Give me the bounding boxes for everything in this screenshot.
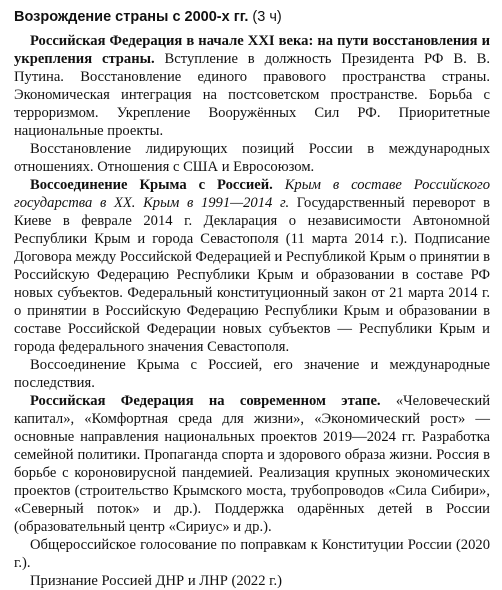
paragraph-dnr-lnr: [14, 572, 490, 590]
paragraph-leadership: [14, 140, 490, 176]
section-heading: [14, 8, 490, 26]
paragraph-bold-lead: Воссоединение Крыма с Россией.: [30, 177, 273, 193]
heading-hours: (3 ч): [252, 9, 282, 25]
paragraph-rf-early-21: [14, 32, 490, 140]
paragraph-body: Признание Россией ДНР и ЛНР (2022 г.): [30, 573, 283, 589]
paragraph-body: Вступление в должность Президента РФ В. В. Путина. Восстановление единого правового пространства страны. Экономическая интеграция на постсоветском пространстве. Борьба с терроризмом. Укрепление Вооружённых Сил РФ. Приоритетные национальные проекты.: [14, 51, 490, 139]
paragraph-rf-current: [14, 392, 490, 536]
paragraph-body: Восстановление лидирующих позиций России в международных отношениях. Отношения с США и Евросоюзом.: [14, 141, 490, 175]
paragraph-italic-lead: Крым в составе Российского государства в XX. Крым в 1991—2014 г.: [14, 177, 490, 211]
paragraph-body: «Человеческий капитал», «Комфортная среда для жизни», «Экономический рост» — основные направления национальных проектов 2019—2024 гг. Разработка семейной политики. Пропаганда спорта и здорового образа жизни. Россия в борьбе с короновирусной пандемией. Реализация крупных экономических проектов (строительство Крымского моста, трубопроводов «Сила Сибири», «Северный поток» и др.). Поддержка одарённых детей в России (образовательный центр «Сириус» и др.).: [14, 393, 491, 535]
paragraph-bold-lead: Российская Федерация в начале XXI века: на пути восстановления и укрепления страны.: [14, 33, 490, 67]
paragraph-body: Общероссийское голосование по поправкам к Конституции России (2020 г.).: [14, 537, 490, 571]
heading-title: Возрождение страны с 2000-х гг.: [14, 9, 249, 25]
paragraph-crimea-significance: [14, 356, 490, 392]
paragraph-body: Воссоединение Крыма с Россией, его значение и международные последствия.: [14, 357, 490, 391]
paragraph-bold-lead: Российская Федерация на современном этапе.: [30, 393, 381, 409]
paragraph-crimea: [14, 176, 490, 356]
paragraph-body: Государственный переворот в Киеве в феврале 2014 г. Декларация о независимости Автономной Республики Крым и города Севастополя (11 марта 2014 г.). Подписание Договора между Российской Федерацией и Республикой Крым о принятии в Российскую Федерацию Республики Крым и образовании в составе РФ новых субъектов. Федеральный конституционный закон от 21 марта 2014 г. о принятии в Российскую Федерацию Республики Крым и образовании в составе Российской Федерации новых субъектов — Республики Крым и города федерального значения Севастополя.: [14, 195, 490, 355]
paragraph-vote: [14, 536, 490, 572]
